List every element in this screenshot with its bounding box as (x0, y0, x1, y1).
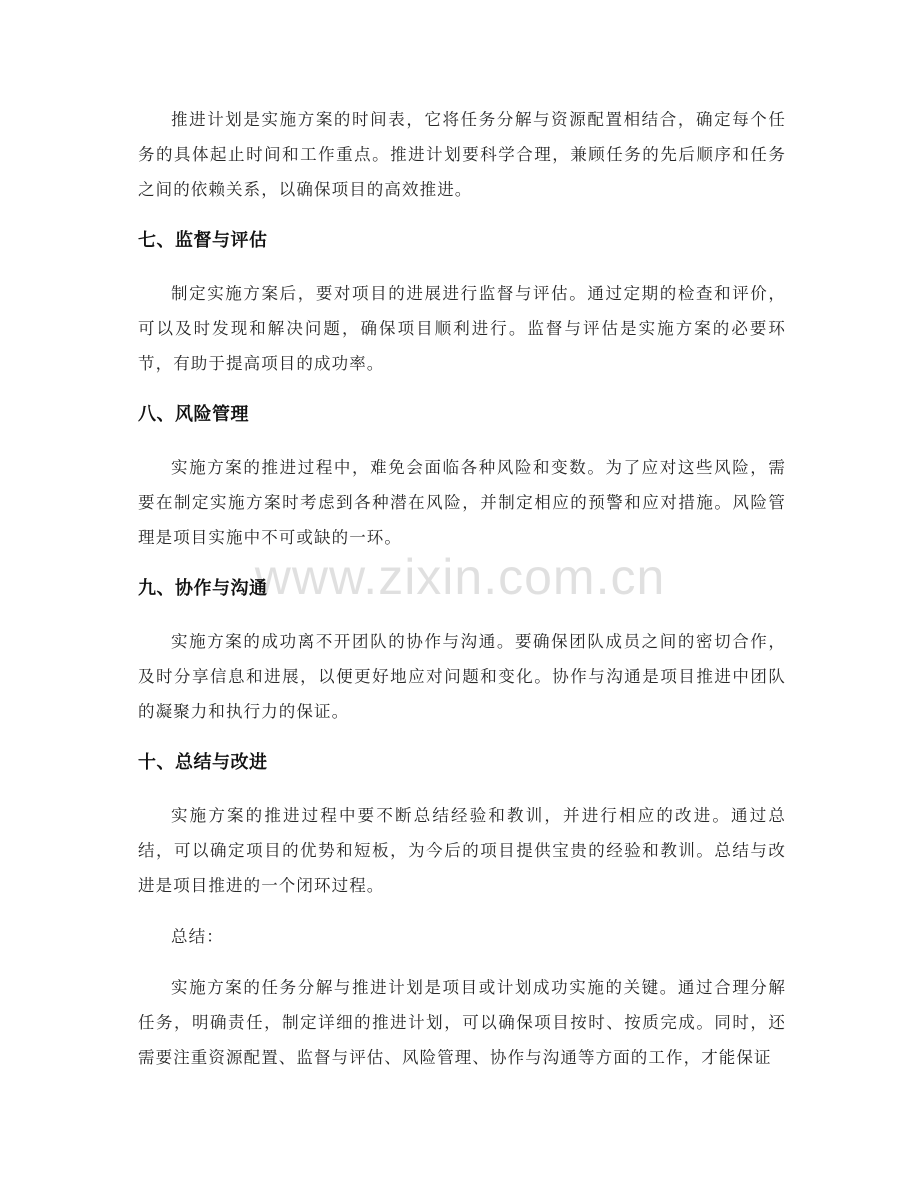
intro-paragraph: 推进计划是实施方案的时间表，它将任务分解与资源配置相结合，确定每个任务的具体起止时间和工作重点。推进计划要科学合理，兼顾任务的先后顺序和任务之间的依赖关系，以确保项目的高效推进。 (138, 110, 786, 199)
section-body-10 (138, 798, 786, 903)
watermark: www.zixin.com.cn (254, 549, 666, 605)
section-paragraph: 实施方案的推进过程中，难免会面临各种风险和变数。为了应对这些风险，需要在制定实施方案时考虑到各种潜在风险，并制定相应的预警和应对措施。风险管理是项目实施中不可或缺的一环。 (138, 458, 786, 547)
section-heading: 八、风险管理 (138, 404, 249, 425)
summary-body (138, 970, 786, 1075)
section-heading-8 (138, 400, 786, 430)
section-heading-10 (138, 748, 786, 778)
intro-block (138, 102, 786, 207)
summary-label-block (138, 922, 786, 952)
section-body-9 (138, 624, 786, 729)
section-body-8 (138, 450, 786, 555)
section-paragraph: 实施方案的推进过程中要不断总结经验和教训，并进行相应的改进。通过总结，可以确定项目的优势和短板，为今后的项目提供宝贵的经验和教训。总结与改进是项目推进的一个闭环过程。 (138, 806, 786, 895)
summary-label: 总结： (171, 927, 224, 946)
section-body-7 (138, 276, 786, 381)
section-heading: 七、监督与评估 (138, 230, 268, 251)
summary-paragraph: 实施方案的任务分解与推进计划是项目或计划成功实施的关键。通过合理分解任务，明确责任，制定详细的推进计划，可以确保项目按时、按质完成。同时，还需要注重资源配置、监督与评估、风险管理、协作与沟通等方面的工作，才能保证 (138, 978, 786, 1067)
section-heading: 九、协作与沟通 (138, 578, 268, 599)
section-paragraph: 制定实施方案后，要对项目的进展进行监督与评估。通过定期的检查和评价，可以及时发现和解决问题，确保项目顺利进行。监督与评估是实施方案的必要环节，有助于提高项目的成功率。 (138, 284, 786, 373)
section-heading-9 (138, 574, 786, 604)
section-paragraph: 实施方案的成功离不开团队的协作与沟通。要确保团队成员之间的密切合作，及时分享信息和进展，以便更好地应对问题和变化。协作与沟通是项目推进中团队的凝聚力和执行力的保证。 (138, 632, 786, 721)
section-heading-7 (138, 226, 786, 256)
section-heading: 十、总结与改进 (138, 752, 268, 773)
